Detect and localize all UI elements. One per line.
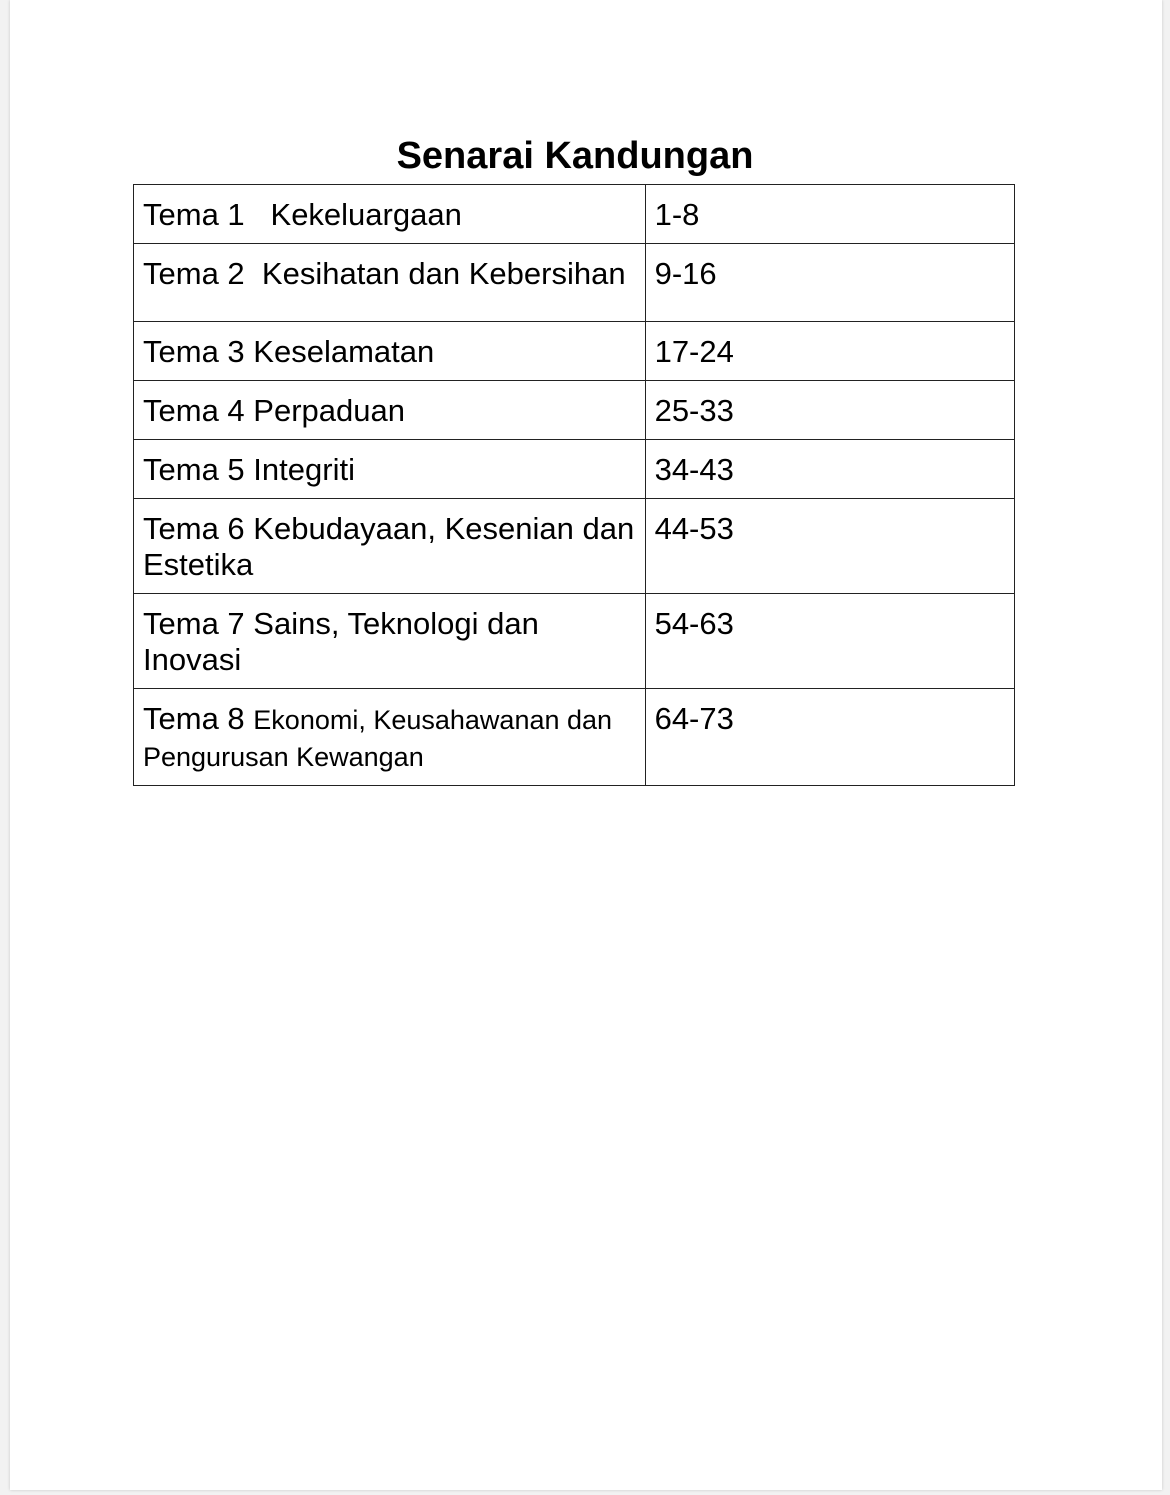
theme-label: Tema 3 (143, 334, 245, 369)
table-row (134, 381, 1015, 440)
theme-topic: Kebudayaan, Kesenian dan Estetika (143, 511, 635, 582)
table-row (134, 185, 1015, 244)
page-range-cell: 44-53 (645, 499, 1014, 594)
page-range-cell: 64-73 (645, 689, 1014, 786)
theme-topic: Sains, Teknologi dan Inovasi (143, 606, 539, 677)
page-range-cell: 25-33 (645, 381, 1014, 440)
table-row (134, 499, 1015, 594)
theme-cell (134, 440, 646, 499)
table-row (134, 594, 1015, 689)
page-range-cell: 17-24 (645, 322, 1014, 381)
theme-label: Tema 5 (143, 452, 245, 487)
table-row (134, 689, 1015, 786)
theme-label: Tema 7 (143, 606, 245, 641)
theme-topic: Keselamatan (253, 334, 435, 369)
table-row (134, 440, 1015, 499)
table-row (134, 322, 1015, 381)
theme-cell (134, 381, 646, 440)
theme-topic: Kekeluargaan (270, 197, 462, 232)
page-range-cell: 9-16 (645, 244, 1014, 322)
theme-topic: Kesihatan dan Kebersihan (261, 256, 626, 291)
page-range-cell: 54-63 (645, 594, 1014, 689)
theme-cell (134, 185, 646, 244)
theme-cell (134, 244, 646, 322)
theme-topic: Perpaduan (253, 393, 405, 428)
theme-cell (134, 594, 646, 689)
page-title: Senarai Kandungan (396, 135, 754, 177)
theme-topic: Ekonomi, Keusahawanan dan Pengurusan Kewangan (143, 705, 613, 772)
page-range-cell: 1-8 (645, 185, 1014, 244)
theme-label: Tema 8 (143, 701, 245, 736)
theme-label: Tema 1 (143, 197, 245, 232)
theme-topic: Integriti (253, 452, 355, 487)
theme-label: Tema 4 (143, 393, 245, 428)
theme-label: Tema 2 (143, 256, 245, 291)
table-row (134, 244, 1015, 322)
theme-cell (134, 499, 646, 594)
theme-label: Tema 6 (143, 511, 245, 546)
contents-table (133, 184, 1015, 786)
theme-cell (134, 689, 646, 786)
theme-cell (134, 322, 646, 381)
page-range-cell: 34-43 (645, 440, 1014, 499)
